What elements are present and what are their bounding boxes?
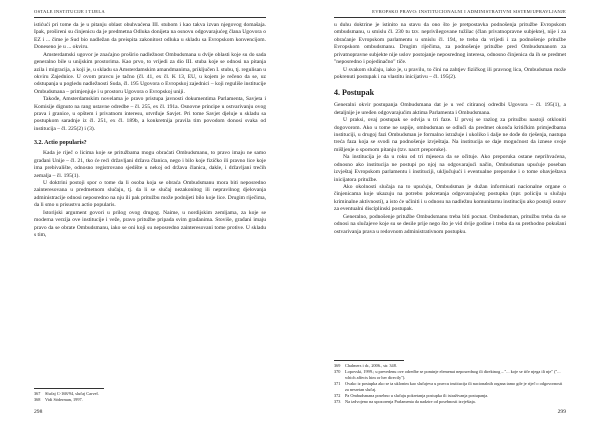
footnote — [34, 397, 266, 403]
footnote — [334, 369, 566, 381]
footnote-text: Pa Ombudsmana posebno u slučaju pokretanja postupka ili istraživanja postupanja. — [345, 393, 489, 398]
right-body-text — [334, 22, 566, 236]
left-body-text — [34, 22, 266, 239]
left-running-head: OSTALE INSTITUCIJE I TIJELA — [34, 9, 105, 14]
section-heading-postupak: 4. Postupak — [334, 88, 375, 98]
left-paragraph: Istorijski argument govori u prilog ovog drugog. Naime, u nordijskim zemljama, za koje se moderna verzija ove institucije i veže, pravo pritužbe pripada svim građanima. Stoviše, građani imaju pravo da se obrate Ombudsmanu, iako se oni koji su neposredno zainteresovani tome protive. U skladu s tim, — [34, 209, 266, 238]
right-footnotes — [334, 363, 566, 405]
footnote-number: 369 — [334, 363, 341, 368]
right-page-number: 299 — [557, 409, 566, 415]
footnote — [334, 399, 566, 405]
footnote-number: 373 — [334, 399, 341, 404]
footnote-text: Slučaj C-168/94, slučaj Carvel. — [45, 391, 99, 396]
footnote-number: 372 — [334, 393, 341, 398]
footnote-number: 368 — [34, 397, 41, 402]
right-paragraph: Na institucija je da u roku od tri mjeseca da se očituje. Ako preporuka ostane neprihvaćena, odnosno ako institucija ne postupi po njoj na odgovarajući način, Ombudsman upućuje poseban izvještaj Evropskom parlamentu i instituciji, uključujući i eventualne preporuke i o tome obavještava inicijatora pritužbe. — [334, 154, 566, 183]
right-header-rule — [334, 17, 566, 18]
right-page — [300, 0, 600, 423]
left-footnote-rule — [34, 388, 104, 389]
left-paragraph: Kada je riječ o licima koje se pritužbama mogu obraćati Ombudsmanu, to pravo imaju ne samo građani Unije – čl. 21, tko će reći državljani država članica, nego i bilo koje fizičko ili pravno lice koje ima prebivalište, odnosno registrovano sjedište u nekoj od država članica, dakle, i državljani trećih zemalja – čl. 195(1). — [34, 150, 266, 179]
left-paragraph: U doktrini postoji spor o tome da li osoba koja se obraća Ombudsmanu mora biti neposredno zainteresovana u predmetnom slučaju, tj. da li se slučaj nezakonitog ili nepravilnog djelovanja administracije odnosi neposredno na nju ili pak pritužbu može podnijeti bilo koje lice. Drugim riječima, da li smo u prisustvu actio popularis. — [34, 180, 266, 209]
left-paragraph: istićući pri tome da je u pitanju oblast obuhvaćena III. stubom i kao takva izvan njegovog domašaja. Ipak, prošireni su ćinjenicu da je predmetna Odluka donijeta na osnovu odgovarajućeg člana Ugovora o EZ i ... čime je Sud bio nadležan da preispita zakonitost odluka u skladu sa Evropskom konvencijom. Doneseno je u ... okviru. — [34, 22, 266, 51]
footnote-text: Lopovski, 1999.; u prevedenu ove odredbe se pominje elemenat neposrednog ili direktnog – "... koje se tiče njega ili nje" ("... which affects him or her directly"). — [345, 369, 561, 380]
left-paragraph: Amsterdamski ugovor je znaćajno proširio nadležnost Ombudsmana u dvije oblasti koje su do sada generalno bile u unijskim prostorima. Kao prvo, to vrijedi za dio III. stuba koje se odnosi na pitanja azila i migracija, a koji je, u skladu sa Amsterdamskim amandmanima, priključen I. stubu, tj. regulisan u okviru Zajednice. U ovom pravcu je tačno (čl. 41, ex čl. K 13, EU, u kojem je rečeno da se, uz odstupanja u pogledu nadležnosti Suda, čl. 195 Ugovora o Evropskoj zajednici – koji reguliše institucije Ombudsmana – primjenjuje i u prostoru Ugovora o Evropskoj uniji. — [34, 51, 266, 95]
left-page-number: 298 — [34, 409, 43, 415]
footnote-number: 370 — [334, 369, 341, 374]
right-paragraph: U praksi, ovaj postupak se odvija u tri faze. U prvoj se razlog za pritužbu nastoji otkloniti dogovorom. Ako u tome ne uspije, ombudsman se odluči da predmet okonča kritičkim primjedbama instituciji, u drugoj fazi Ombudsman je formalno istražuje i ukoliko i dalje ne dođe do rješenja, nastupa treća faza koja se svodi na podnošenje izvještaja. Na institucija se daje mogućnost da iznese svoje mišljenje o spornom pitanju (tzv. nacrt preporuke). — [334, 117, 566, 153]
right-paragraph: Ako okolnosti slučaja na to upućuju, Ombudsman je dužan informisati nacionalne organe o činjenicama koje ukazuju na potrebu pokretanja odgovarajućeg postupka (npr. policiju u slučaju kriminalne aktivnosti), a isto će učiniti i u odnosu na nadležnu komunitarnu instituciju ako postoji osnov za eventualni disciplinski postupak. — [334, 184, 567, 213]
left-paragraph: Takođe, Amsterdamskim novelama je pravo pristupa javnosti dokumentima Parlamenta, Savjeta i Komisije dignuto na rang ustavne odredbe – čl. 255, ex čl. 191a. Osnovne principe u ostvarivanju ovog prava i granice, u opštem i privatnom interesu, utvrđuje Savjet. Pri tome Savjet djeluje u skladu sa postupkom saradnje iz čl. 251, ex čl. 189b, a konkretnija pravila tim povodom donosi svaka od institucija – čl. 225(2) i (3). — [34, 96, 266, 132]
footnote-text: Ovako iz postupka ako se ta uklonim kao slučajeva u pravcu institucija ili nacionalnih organa tamo gde je riječ o odgovornosti za nesretan slučaj. — [345, 381, 563, 392]
right-paragraph: Generalno, podnošenje pritužbe Ombudsmanu treba biti pocnat. Ombudsman, pritužbu treba da se odnosi na slučajeve koje su se desile prije nego što je vid dvije godine i treba da su prethodno pokušani ostvarivanja prava u redovnom administrativnom postupku. — [334, 213, 566, 235]
right-paragraph: Generalni okvir postupanja Ombudsmana dat je u već citiranoj odredbi Ugovora – čl. 195(1), a detaljnije je uređen odgovarajućim aktima Parlamenta i Ombudsmana. — [334, 102, 566, 116]
footnote-text: Chalmers i dr., 2006., str. 348. — [345, 363, 397, 368]
footnote-text: Na izdvojeno na upozorenja Parlamenta da nadzire od posebnosti izvještaja. — [345, 399, 476, 404]
right-footnote-rule — [334, 360, 404, 361]
right-paragraph: u duhu doktrine je istinito na stavu da ono što je pretpostavka podnošenja pritužbe Evropskom ombudsmanu, u smislu čl. 230 tu tzv. neprivilegovane tužilac (član privatnopravne subjekte), nije i za obraćanje Evropskom parlamentu u smislu čl. 194, te treba da vrijedi i za podnošenje pritužbe Evropskom ombudsmanu. Drugim riječima, za podnošenje pritužbe pred Ombudsmanom za privatnopravne subjekte nije uslov postojanje neposrednog interesa, odnosno činjenica da ih se predmet "neposredno i pojedinačno" tiče. — [334, 22, 566, 66]
footnote — [334, 381, 566, 393]
right-running-head: EVROPSKO PRAVO: INSTITUCIONALNI I ADMINISTRATIVNI SISTEM/UPRAVLJANJE — [372, 9, 566, 14]
section-heading-actio-popularis: 3.2. Actio popularis? — [34, 140, 87, 147]
footnote-number: 371 — [334, 381, 341, 386]
footnote-number: 367 — [34, 391, 41, 396]
left-footnotes — [34, 391, 266, 403]
right-paragraph: U svakom slučaju, iako je, u pravilu, to čini na zahtjev fizičkog ili pravnog lica, Ombudsman može pokrenuti postupak i na vlastitu inicijativu – čl. 195(2). — [334, 66, 566, 80]
footnote-text: Vidi Söderman, 1997. — [45, 397, 83, 402]
left-header-rule — [34, 17, 266, 18]
